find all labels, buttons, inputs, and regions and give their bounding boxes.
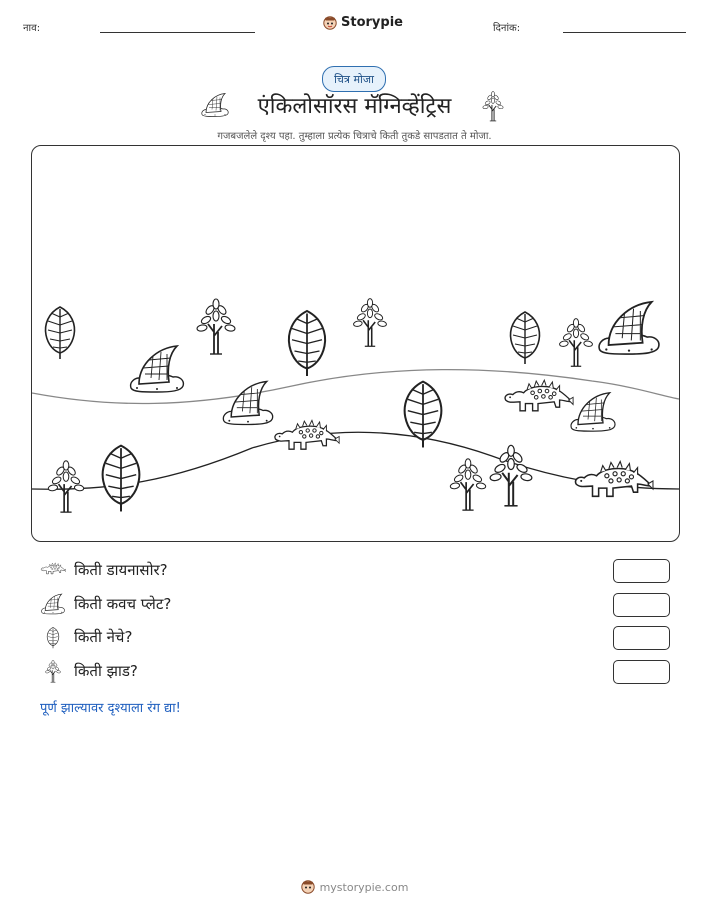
question-row <box>40 659 138 683</box>
answer-box-dinosaur[interactable] <box>613 559 670 583</box>
question-text: किती नेचे? <box>74 628 133 646</box>
storypie-mascot-icon <box>301 880 315 894</box>
fern <box>511 312 540 364</box>
page-title: एंकिलोसॉरस मॅग्निव्हेंट्रिस <box>257 94 452 119</box>
armor-plate <box>131 346 184 392</box>
fern <box>46 307 75 359</box>
question-text: किती कवच प्लेट? <box>74 595 172 613</box>
date-label: दिनांक: <box>493 23 521 34</box>
footer <box>0 880 709 894</box>
storypie-mascot-icon <box>323 16 337 30</box>
question-text: किती झाड? <box>74 662 138 680</box>
tree <box>197 299 236 354</box>
armor-plate <box>571 393 615 431</box>
question-row <box>40 558 168 582</box>
name-field-line[interactable] <box>100 32 255 33</box>
tree <box>353 299 387 347</box>
activity-badge: चित्र मोजा <box>322 66 386 92</box>
question-row <box>40 592 171 616</box>
fern <box>103 446 140 512</box>
dinosaur <box>576 461 653 496</box>
scene-illustration <box>32 146 679 541</box>
tree <box>559 319 593 367</box>
answer-box-fern[interactable] <box>613 626 670 650</box>
armor-plate-icon <box>40 593 66 615</box>
name-label: नाव: <box>23 23 41 34</box>
date-field-line[interactable] <box>563 32 686 33</box>
counting-scene <box>31 145 680 542</box>
question-text: किती डायनासोर? <box>74 561 168 579</box>
dinosaur-icon <box>40 562 66 578</box>
fern <box>289 311 325 376</box>
tree <box>48 461 84 512</box>
brand-logo <box>323 15 403 30</box>
question-row <box>40 625 132 649</box>
armor-plate <box>223 382 272 425</box>
answer-box-armor-plate[interactable] <box>613 593 670 617</box>
footer-url[interactable]: mystorypie.com <box>319 880 409 894</box>
tree <box>450 459 486 510</box>
answer-box-tree[interactable] <box>613 660 670 684</box>
instructions: गजबजलेले दृश्य पहा. तुम्हाला प्रत्येक चित्राचे किती तुकडे सापडतात ते मोजा. <box>217 131 492 142</box>
dinosaur <box>275 420 339 449</box>
coloring-note: पूर्ण झाल्यावर दृश्याला रंग द्या! <box>40 701 181 716</box>
dinosaur <box>505 380 573 411</box>
fern-icon <box>40 625 66 649</box>
armor-plate <box>599 302 659 354</box>
fern <box>405 382 442 448</box>
brand-name: Storypie <box>341 15 403 30</box>
tree <box>490 445 533 506</box>
tree-icon <box>481 90 505 122</box>
tree-icon <box>40 659 66 683</box>
